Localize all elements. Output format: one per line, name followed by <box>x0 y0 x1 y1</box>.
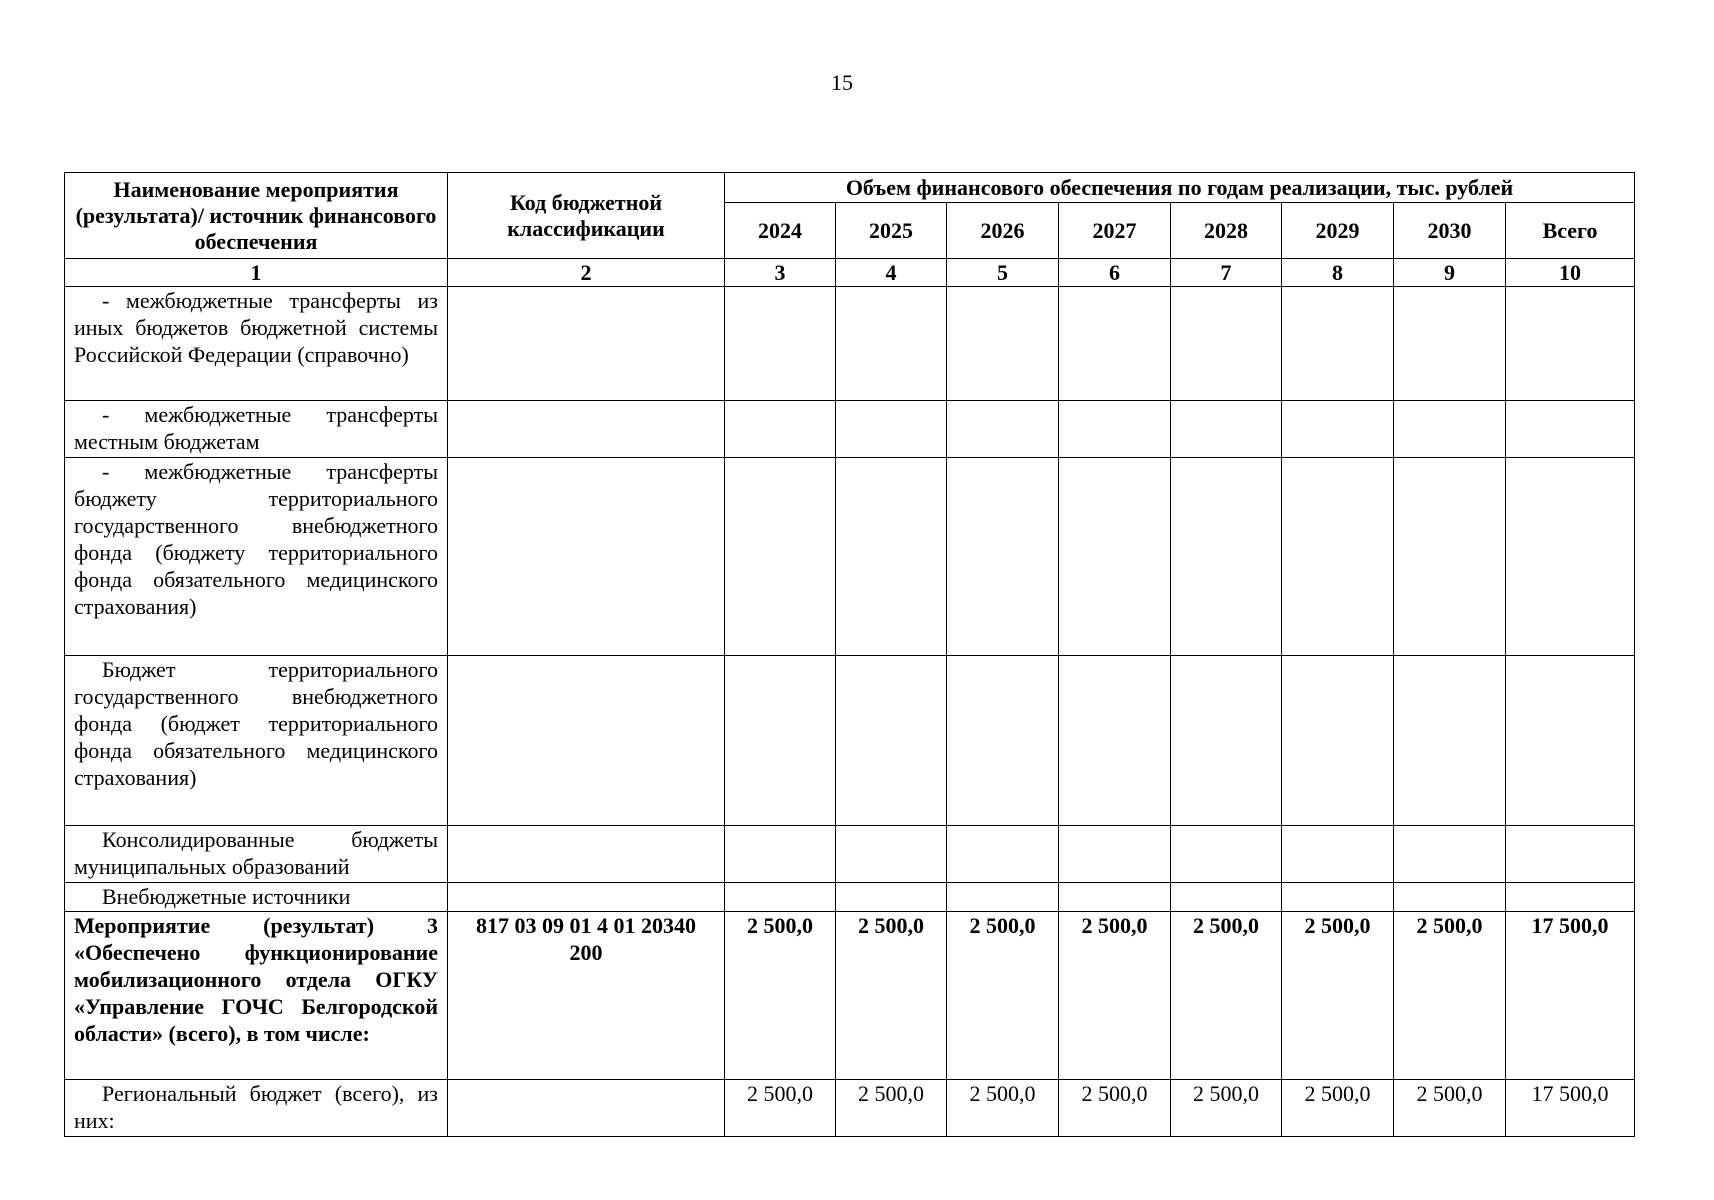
header-code-column: Код бюджетной классификации <box>448 173 725 259</box>
row-value <box>725 656 836 826</box>
row-code <box>448 287 725 401</box>
row-value <box>725 826 836 883</box>
row-value: 2 500,0 <box>1171 1080 1282 1137</box>
row-value <box>1171 401 1282 458</box>
row-value: 2 500,0 <box>725 912 836 1080</box>
row-total <box>1506 458 1635 656</box>
row-code <box>448 1080 725 1137</box>
row-value <box>947 401 1059 458</box>
row-value <box>947 458 1059 656</box>
column-number: 5 <box>947 259 1059 287</box>
row-code <box>448 401 725 458</box>
row-total: 17 500,0 <box>1506 1080 1635 1137</box>
row-name: - межбюджетные трансферты из иных бюджетов бюджетной системы Российской Федерации (справочно) <box>65 287 448 401</box>
column-number: 10 <box>1506 259 1635 287</box>
row-value: 2 500,0 <box>836 912 947 1080</box>
row-value <box>947 287 1059 401</box>
row-value <box>1059 458 1171 656</box>
row-value <box>836 656 947 826</box>
row-value <box>836 401 947 458</box>
row-value <box>1282 458 1394 656</box>
row-name: Внебюджетные источники <box>65 883 448 912</box>
header-year: 2025 <box>836 203 947 259</box>
column-number: 4 <box>836 259 947 287</box>
row-code <box>448 826 725 883</box>
header-year: 2026 <box>947 203 1059 259</box>
row-value: 2 500,0 <box>1282 912 1394 1080</box>
row-value: 2 500,0 <box>1059 912 1171 1080</box>
row-value <box>947 826 1059 883</box>
row-value: 2 500,0 <box>1394 1080 1506 1137</box>
column-number: 9 <box>1394 259 1506 287</box>
row-total <box>1506 401 1635 458</box>
row-value <box>836 287 947 401</box>
row-name: Бюджет территориального государственного внебюджетного фонда (бюджет территориального фонда обязательного медицинского страхования) <box>65 656 448 826</box>
row-value: 2 500,0 <box>947 1080 1059 1137</box>
row-value <box>1394 826 1506 883</box>
financing-table <box>64 172 1635 1137</box>
row-name: Региональный бюджет (всего), из них: <box>65 1080 448 1137</box>
table-row <box>65 826 1635 883</box>
header-year: 2027 <box>1059 203 1171 259</box>
row-code <box>448 656 725 826</box>
row-value <box>947 656 1059 826</box>
header-year: 2030 <box>1394 203 1506 259</box>
row-value <box>1059 826 1171 883</box>
row-value <box>1171 656 1282 826</box>
row-value <box>725 287 836 401</box>
row-value: 2 500,0 <box>1059 1080 1171 1137</box>
row-value <box>1394 287 1506 401</box>
row-value <box>1282 401 1394 458</box>
table-row <box>65 458 1635 656</box>
row-value: 2 500,0 <box>836 1080 947 1137</box>
table-row <box>65 656 1635 826</box>
column-number: 7 <box>1171 259 1282 287</box>
row-value <box>1059 883 1171 912</box>
row-value <box>1059 401 1171 458</box>
table-header <box>65 173 1635 259</box>
row-value <box>836 826 947 883</box>
row-value <box>1059 287 1171 401</box>
header-volume-group: Объем финансового обеспечения по годам реализации, тыс. рублей <box>725 173 1635 203</box>
row-value <box>1282 826 1394 883</box>
row-value <box>1282 883 1394 912</box>
table-row <box>65 287 1635 401</box>
row-value <box>1282 656 1394 826</box>
row-value: 2 500,0 <box>1282 1080 1394 1137</box>
row-value <box>725 458 836 656</box>
table-row <box>65 883 1635 912</box>
financing-table-container <box>64 172 1634 1137</box>
column-number-row <box>65 259 1635 287</box>
header-total: Всего <box>1506 203 1635 259</box>
row-value <box>947 883 1059 912</box>
row-name: - межбюджетные трансферты местным бюджетам <box>65 401 448 458</box>
row-name: Мероприятие (результат) 3 «Обеспечено функционирование мобилизационного отдела ОГКУ «Управление ГОЧС Белгородской области» (всего), в том числе: <box>65 912 448 1080</box>
row-value: 2 500,0 <box>1171 912 1282 1080</box>
column-number: 2 <box>448 259 725 287</box>
row-value <box>725 401 836 458</box>
row-code <box>448 883 725 912</box>
row-code <box>448 458 725 656</box>
table-row <box>65 1080 1635 1137</box>
row-value <box>1171 458 1282 656</box>
row-code: 817 03 09 01 4 01 20340 200 <box>448 912 725 1080</box>
row-value <box>1171 883 1282 912</box>
row-value <box>725 883 836 912</box>
row-value: 2 500,0 <box>1394 912 1506 1080</box>
row-value: 2 500,0 <box>725 1080 836 1137</box>
row-name: - межбюджетные трансферты бюджету территориального государственного внебюджетного фонда (бюджету территориального фонда обязательного медицинского страхования) <box>65 458 448 656</box>
row-total <box>1506 287 1635 401</box>
row-name: Консолидированные бюджеты муниципальных образований <box>65 826 448 883</box>
row-value <box>836 883 947 912</box>
row-total <box>1506 656 1635 826</box>
header-year: 2024 <box>725 203 836 259</box>
page-number: 15 <box>831 70 853 95</box>
row-total: 17 500,0 <box>1506 912 1635 1080</box>
row-total <box>1506 826 1635 883</box>
row-value <box>836 458 947 656</box>
column-number: 3 <box>725 259 836 287</box>
row-value <box>1282 287 1394 401</box>
row-value: 2 500,0 <box>947 912 1059 1080</box>
row-value <box>1394 458 1506 656</box>
table-body <box>65 259 1635 1137</box>
column-number: 6 <box>1059 259 1171 287</box>
header-year: 2028 <box>1171 203 1282 259</box>
row-value <box>1394 656 1506 826</box>
row-value <box>1059 656 1171 826</box>
table-row <box>65 401 1635 458</box>
column-number: 1 <box>65 259 448 287</box>
row-value <box>1171 287 1282 401</box>
row-value <box>1394 883 1506 912</box>
row-total <box>1506 883 1635 912</box>
header-name-column: Наименование мероприятия (результата)/ источник финансового обеспечения <box>65 173 448 259</box>
row-value <box>1394 401 1506 458</box>
row-value <box>1171 826 1282 883</box>
header-year: 2029 <box>1282 203 1394 259</box>
table-row <box>65 912 1635 1080</box>
column-number: 8 <box>1282 259 1394 287</box>
